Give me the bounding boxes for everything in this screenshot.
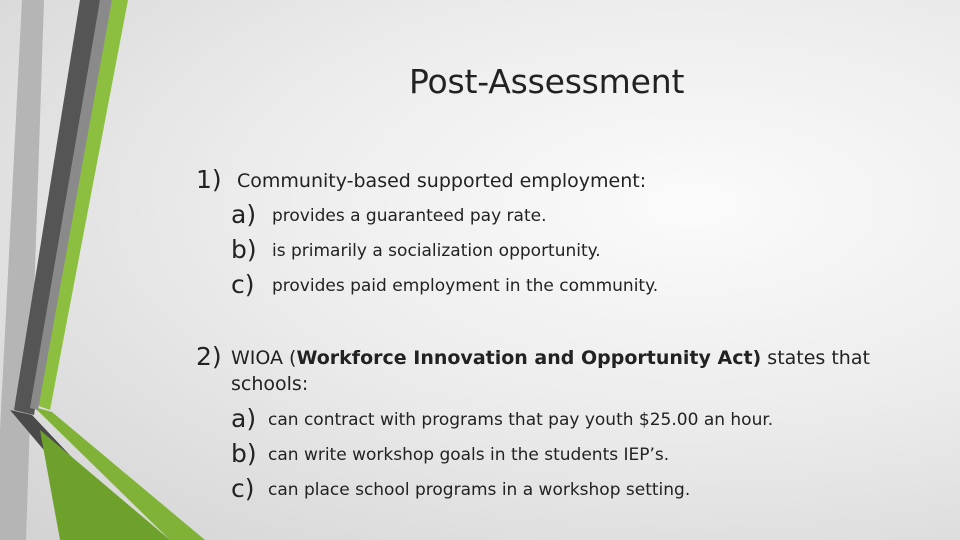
question-2-prompt <box>231 347 870 369</box>
question-2-option-b-text: can write workshop goals in the students IEP’s. <box>268 445 670 465</box>
question-2-option-a-letter: a) <box>231 404 257 433</box>
question-1-option-c-letter: c) <box>231 270 255 299</box>
question-2-number: 2) <box>196 342 222 371</box>
question-2-option-a-text: can contract with programs that pay youth $25.00 an hour. <box>268 410 774 430</box>
question-1-prompt: Community-based supported employment: <box>237 170 647 192</box>
question-1-option-c-text: provides paid employment in the community. <box>272 276 659 296</box>
question-2-option-b-letter: b) <box>231 439 257 468</box>
question-1-number: 1) <box>196 165 222 194</box>
green-bottom-wedge <box>40 430 170 540</box>
question-1-option-b-letter: b) <box>231 235 257 264</box>
question-2-option-c-text: can place school programs in a workshop setting. <box>268 480 691 500</box>
slide-title: Post-Assessment <box>409 62 685 101</box>
question-2-prompt-suffix: states that <box>761 347 870 369</box>
question-2-prompt-bold: Workforce Innovation and Opportunity Act) <box>296 347 762 369</box>
question-1-option-b-text: is primarily a socialization opportunity. <box>272 241 601 261</box>
decorative-side-bars <box>0 0 240 540</box>
question-1-option-a-text: provides a guaranteed pay rate. <box>272 206 547 226</box>
question-2-prompt-prefix: WIOA ( <box>231 347 297 369</box>
question-2-prompt-line2: schools: <box>231 373 309 395</box>
question-1-option-a-letter: a) <box>231 200 257 229</box>
question-2-option-c-letter: c) <box>231 474 255 503</box>
